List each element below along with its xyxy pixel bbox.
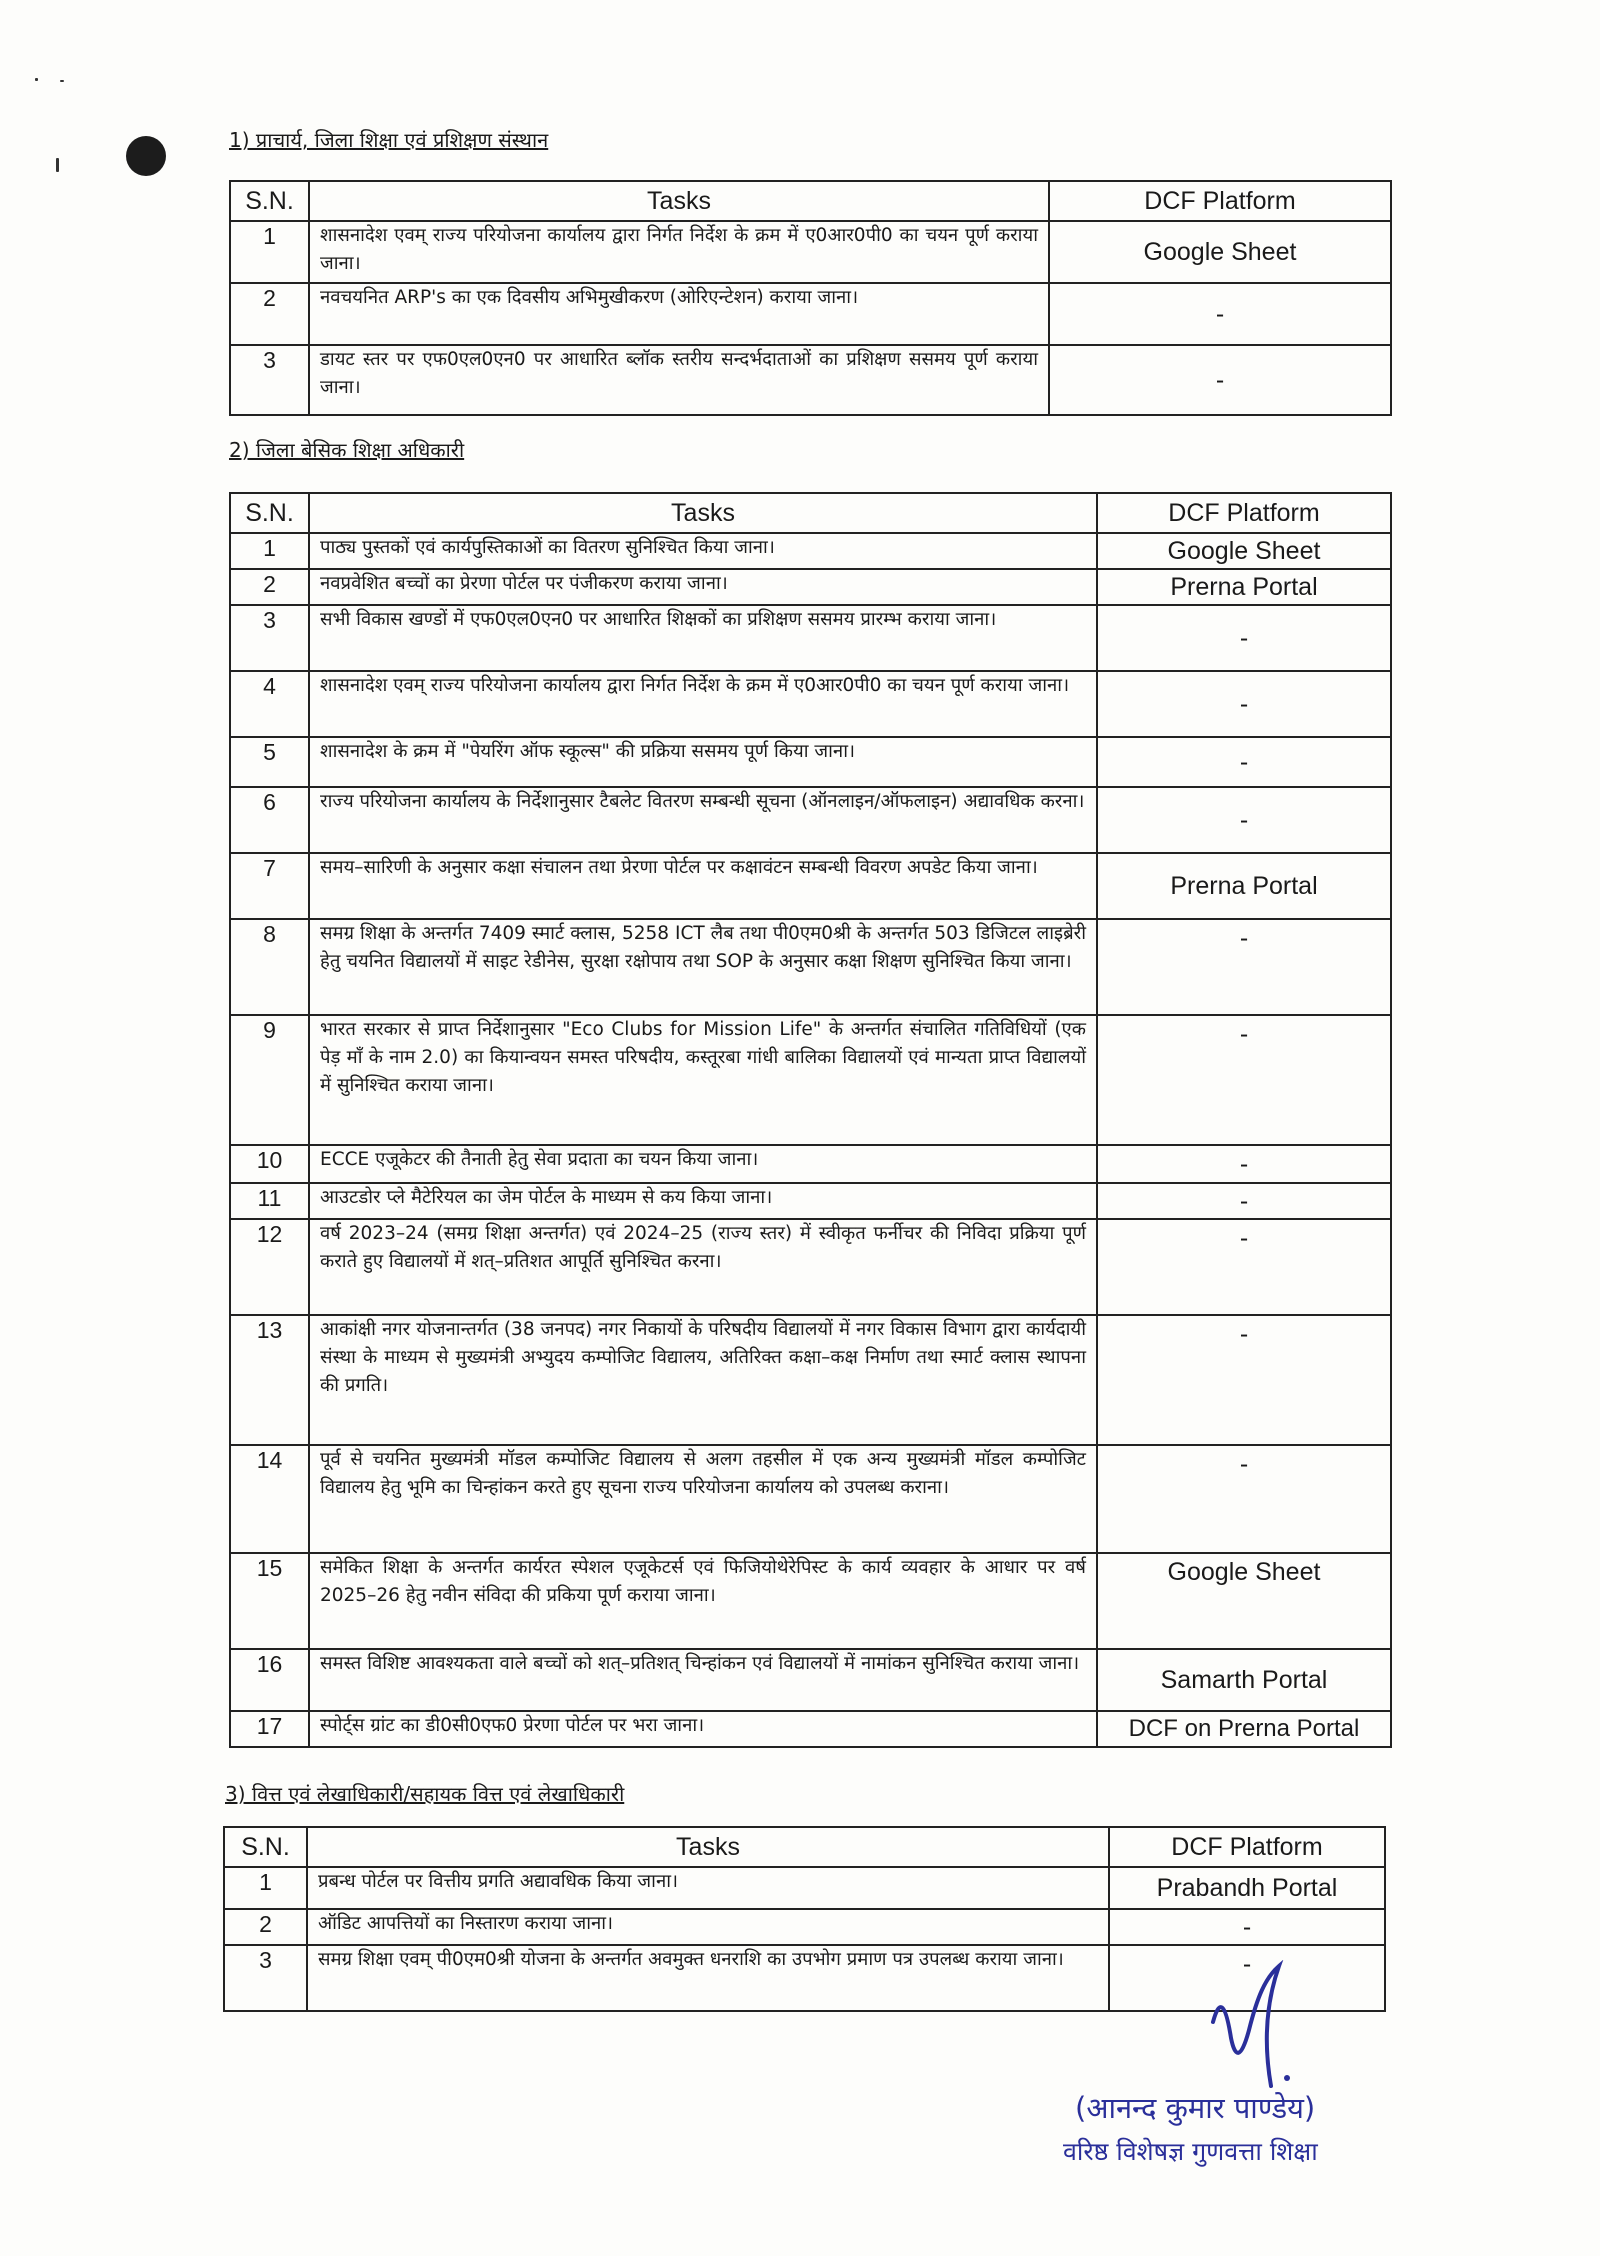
task-cell: वर्ष 2023–24 (समग्र शिक्षा अन्तर्गत) एवं 2024–25 (राज्य स्तर) में स्वीकृत फर्नीचर की निविदा प्रक्रिया पूर्ण कराते हुए विद्यालयों में शत्–प्रतिशत आपूर्ति सुनिश्चित करना। [309, 1219, 1097, 1315]
platform-cell: - [1049, 283, 1391, 345]
task-cell: ऑडिट आपत्तियों का निस्तारण कराया जाना। [307, 1909, 1109, 1945]
task-cell: भारत सरकार से प्राप्त निर्देशानुसार "Eco Clubs for Mission Life" के अन्तर्गत संचालित गतिविधियों (एक पेड़ माँ के नाम 2.0) का कियान्वयन समस्त परिषदीय, कस्तूरबा गांधी बालिका विद्यालयों एवं मान्यता प्राप्त विद्यालयों में सुनिश्चित कराया जाना। [309, 1015, 1097, 1145]
sn-cell: 4 [230, 671, 309, 737]
sn-cell: 15 [230, 1553, 309, 1649]
sn-cell: 2 [224, 1909, 307, 1945]
platform-cell: - [1109, 1945, 1385, 2011]
task-cell: पाठ्य पुस्तकों एवं कार्यपुस्तिकाओं का वितरण सुनिश्चित किया जाना। [309, 533, 1097, 569]
task-cell: आउटडोर प्ले मैटेरियल का जेम पोर्टल के माध्यम से कय किया जाना। [309, 1183, 1097, 1219]
sn-cell: 5 [230, 737, 309, 787]
sn-cell: 9 [230, 1015, 309, 1145]
task-cell: स्पोर्ट्स ग्रांट का डी0सी0एफ0 प्रेरणा पोर्टल पर भरा जाना। [309, 1711, 1097, 1747]
sn-cell: 8 [230, 919, 309, 1015]
column-header-platform: DCF Platform [1109, 1827, 1385, 1867]
column-header-tasks: Tasks [309, 181, 1049, 221]
scan-speck [56, 158, 59, 172]
tasks-table [229, 180, 1392, 416]
column-header-sn: S.N. [224, 1827, 307, 1867]
signatory-designation: वरिष्ठ विशेषज्ञ गुणवत्ता शिक्षा [1063, 2137, 1318, 2166]
section-heading: 2) जिला बेसिक शिक्षा अधिकारी [229, 438, 465, 462]
platform-cell: - [1097, 737, 1391, 787]
table-row [224, 1867, 1385, 1909]
punch-hole [126, 136, 166, 176]
task-cell: प्रबन्ध पोर्टल पर वित्तीय प्रगति अद्यावधिक किया जाना। [307, 1867, 1109, 1909]
platform-cell: - [1097, 1445, 1391, 1553]
task-cell: राज्य परियोजना कार्यालय के निर्देशानुसार टैबलेट वितरण सम्बन्धी सूचना (ऑनलाइन/ऑफलाइन) अद्यावधिक करना। [309, 787, 1097, 853]
platform-cell: - [1097, 1145, 1391, 1183]
platform-cell: - [1097, 919, 1391, 1015]
task-cell: शासनादेश एवम् राज्य परियोजना कार्यालय द्वारा निर्गत निर्देश के क्रम में ए0आर0पी0 का चयन पूर्ण कराया जाना। [309, 221, 1049, 283]
table-row [230, 1553, 1391, 1649]
table-row [230, 1145, 1391, 1183]
tasks-table [229, 492, 1392, 1748]
sn-cell: 10 [230, 1145, 309, 1183]
platform-cell: Prerna Portal [1097, 569, 1391, 605]
sn-cell: 11 [230, 1183, 309, 1219]
table-row [230, 283, 1391, 345]
task-cell: समेकित शिक्षा के अन्तर्गत कार्यरत स्पेशल एजूकेटर्स एवं फिजियोथेरेपिस्ट के कार्य व्यवहार के आधार पर वर्ष 2025–26 हेतु नवीन संविदा की प्रकिया पूर्ण कराया जाना। [309, 1553, 1097, 1649]
platform-cell: - [1049, 345, 1391, 415]
task-cell: शासनादेश एवम् राज्य परियोजना कार्यालय द्वारा निर्गत निर्देश के क्रम में ए0आर0पी0 का चयन पूर्ण कराया जाना। [309, 671, 1097, 737]
task-cell: समय–सारिणी के अनुसार कक्षा संचालन तथा प्रेरणा पोर्टल पर कक्षावंटन सम्बन्धी विवरण अपडेट किया जाना। [309, 853, 1097, 919]
signatory-name: (आनन्द कुमार पाण्डेय) [1075, 2091, 1316, 2125]
table-row [230, 853, 1391, 919]
section-heading: 3) वित्त एवं लेखाधिकारी/सहायक वित्त एवं लेखाधिकारी [225, 1782, 625, 1806]
table-row [230, 1315, 1391, 1445]
platform-cell: - [1097, 1183, 1391, 1219]
table-row [230, 1015, 1391, 1145]
table-row [230, 605, 1391, 671]
table-row [224, 1909, 1385, 1945]
column-header-platform: DCF Platform [1097, 493, 1391, 533]
table-row [230, 533, 1391, 569]
task-cell: पूर्व से चयनित मुख्यमंत्री मॉडल कम्पोजिट विद्यालय से अलग तहसील में एक अन्य मुख्यमंत्री मॉडल कम्पोजिट विद्यालय हेतु भूमि का चिन्हांकन करते हुए सूचना राज्य परियोजना कार्यालय को उपलब्ध कराना। [309, 1445, 1097, 1553]
sn-cell: 7 [230, 853, 309, 919]
column-header-tasks: Tasks [307, 1827, 1109, 1867]
sn-cell: 3 [224, 1945, 307, 2011]
platform-cell: Prerna Portal [1097, 853, 1391, 919]
table-row [230, 1445, 1391, 1553]
task-cell: नवप्रवेशित बच्चों का प्रेरणा पोर्टल पर पंजीकरण कराया जाना। [309, 569, 1097, 605]
table-row [230, 919, 1391, 1015]
platform-cell: - [1097, 1219, 1391, 1315]
scan-speck [60, 80, 64, 82]
platform-cell: DCF on Prerna Portal [1097, 1711, 1391, 1747]
sn-cell: 1 [224, 1867, 307, 1909]
sn-cell: 3 [230, 345, 309, 415]
platform-cell: Prabandh Portal [1109, 1867, 1385, 1909]
table-row [230, 1649, 1391, 1711]
platform-cell: Google Sheet [1097, 1553, 1391, 1649]
platform-cell: - [1097, 671, 1391, 737]
table-row [230, 787, 1391, 853]
sn-cell: 6 [230, 787, 309, 853]
column-header-sn: S.N. [230, 181, 309, 221]
sn-cell: 13 [230, 1315, 309, 1445]
sn-cell: 1 [230, 533, 309, 569]
platform-cell: Samarth Portal [1097, 1649, 1391, 1711]
task-cell: शासनादेश के क्रम में "पेयरिंग ऑफ स्कूल्स" की प्रक्रिया ससमय पूर्ण किया जाना। [309, 737, 1097, 787]
sn-cell: 17 [230, 1711, 309, 1747]
table-row [230, 221, 1391, 283]
task-cell: सभी विकास खण्डों में एफ0एल0एन0 पर आधारित शिक्षकों का प्रशिक्षण ससमय प्रारम्भ कराया जाना। [309, 605, 1097, 671]
table-row [230, 569, 1391, 605]
table-row [230, 671, 1391, 737]
platform-cell: - [1097, 605, 1391, 671]
sn-cell: 14 [230, 1445, 309, 1553]
sn-cell: 3 [230, 605, 309, 671]
task-cell: आकांक्षी नगर योजनान्तर्गत (38 जनपद) नगर निकायों के परिषदीय विद्यालयों में नगर विकास विभाग द्वारा कार्यदायी संस्था के माध्यम से मुख्यमंत्री अभ्युदय कम्पोजिट विद्यालय, अतिरिक्त कक्षा–कक्ष निर्माण तथा स्मार्ट क्लास स्थापना की प्रगति। [309, 1315, 1097, 1445]
column-header-tasks: Tasks [309, 493, 1097, 533]
table-row [230, 1183, 1391, 1219]
platform-cell: - [1109, 1909, 1385, 1945]
scan-speck [35, 78, 38, 81]
table-row [230, 737, 1391, 787]
platform-cell: - [1097, 787, 1391, 853]
task-cell: ECCE एजूकेटर की तैनाती हेतु सेवा प्रदाता का चयन किया जाना। [309, 1145, 1097, 1183]
task-cell: नवचयनित ARP's का एक दिवसीय अभिमुखीकरण (ओरिएन्टेशन) कराया जाना। [309, 283, 1049, 345]
table-row [230, 1711, 1391, 1747]
table-row [230, 1219, 1391, 1315]
platform-cell: - [1097, 1315, 1391, 1445]
task-cell: समग्र शिक्षा एवम् पी0एम0श्री योजना के अन्तर्गत अवमुक्त धनराशि का उपभोग प्रमाण पत्र उपलब्ध कराया जाना। [307, 1945, 1109, 2011]
table-row [230, 345, 1391, 415]
sn-cell: 2 [230, 283, 309, 345]
sn-cell: 16 [230, 1649, 309, 1711]
platform-cell: Google Sheet [1097, 533, 1391, 569]
column-header-sn: S.N. [230, 493, 309, 533]
task-cell: समग्र शिक्षा के अन्तर्गत 7409 स्मार्ट क्लास, 5258 ICT लैब तथा पी0एम0श्री के अन्तर्गत 503 डिजिटल लाइब्रेरी हेतु चयनित विद्यालयों में साइट रेडीनेस, सुरक्षा रक्षोपाय तथा SOP के अनुसार कक्षा शिक्षण सुनिश्चित किया जाना। [309, 919, 1097, 1015]
platform-cell: - [1097, 1015, 1391, 1145]
task-cell: डायट स्तर पर एफ0एल0एन0 पर आधारित ब्लॉक स्तरीय सन्दर्भदाताओं का प्रशिक्षण ससमय पूर्ण कराया जाना। [309, 345, 1049, 415]
sn-cell: 2 [230, 569, 309, 605]
task-cell: समस्त विशिष्ट आवश्यकता वाले बच्चों को शत्–प्रतिशत् चिन्हांकन एवं विद्यालयों में नामांकन सुनिश्चित कराया जाना। [309, 1649, 1097, 1711]
column-header-platform: DCF Platform [1049, 181, 1391, 221]
sn-cell: 1 [230, 221, 309, 283]
handwritten-signature [1205, 1960, 1325, 2090]
platform-cell: Google Sheet [1049, 221, 1391, 283]
section-heading: 1) प्राचार्य, जिला शिक्षा एवं प्रशिक्षण संस्थान [229, 128, 549, 152]
sn-cell: 12 [230, 1219, 309, 1315]
